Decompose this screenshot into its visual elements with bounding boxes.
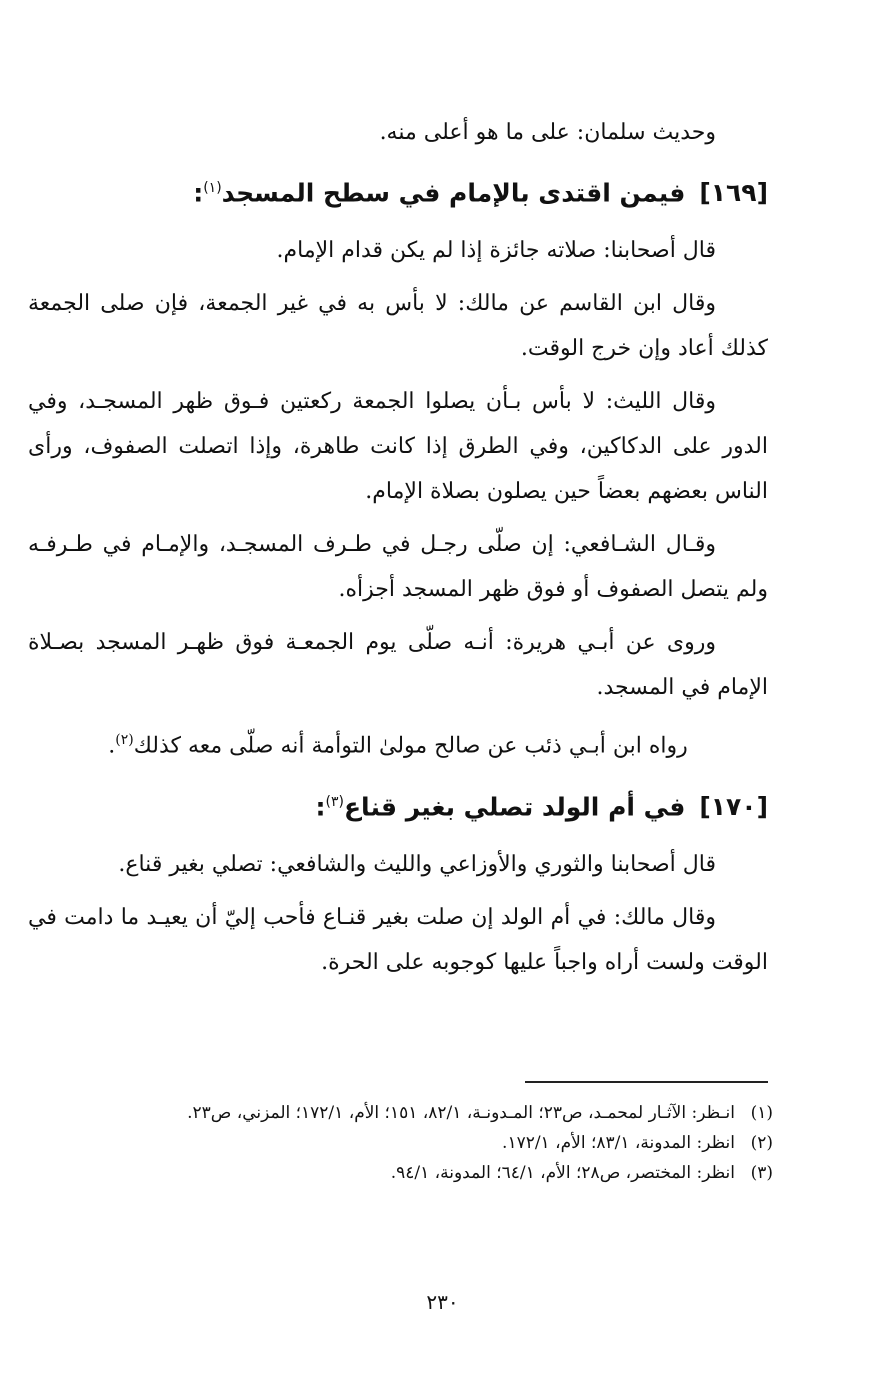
paragraph-ashabuna	[28, 228, 768, 273]
page-body	[28, 110, 768, 993]
section-number: [١٧٠]	[699, 791, 768, 821]
paragraph-layth	[28, 379, 768, 514]
section-heading-170	[28, 777, 768, 832]
paragraph-text: رواه ابن أبـي ذئب عن صالح مولىٰ التوأمة أنه صلّى معه كذلك	[133, 733, 688, 759]
footnote-text: انـظر: الآثـار لمحمـد، ص٢٣؛ المـدونـة، ٨٢/١، ١٥١؛ الأم، ١٧٢/١؛ المزني، ص٢٣.	[187, 1103, 735, 1123]
section-title: فيمن اقتدى بالإمام في سطح المسجد	[221, 178, 686, 208]
paragraph-text: وقال مالك: في أم الولد إن صلت بغير قنـاع فأحب إليّ أن يعيـد ما دامت في الوقت ولست أراه واجباً عليها كوجوبه على الحرة.	[28, 904, 768, 975]
footnote-ref: (١)	[203, 180, 222, 196]
footnote-mark: (١)	[750, 1103, 773, 1123]
footnote-mark: (٢)	[750, 1133, 773, 1153]
footnote-item	[28, 1158, 773, 1188]
section-number: [١٦٩]	[699, 178, 768, 208]
footnote-ref: (٢)	[115, 732, 134, 749]
section-heading-169	[28, 163, 768, 218]
footnote-separator	[525, 1081, 768, 1083]
heading-colon: :	[193, 178, 204, 208]
footnote-item	[28, 1098, 773, 1128]
page-number: ٢٣٠	[426, 1290, 459, 1314]
paragraph-ashabuna-thawri	[28, 842, 768, 887]
paragraph-abu-hurayra	[28, 620, 768, 710]
footnote-item	[28, 1128, 773, 1158]
heading-colon: :	[315, 791, 326, 821]
paragraph-salman-hadith	[28, 110, 768, 155]
footnote-text: انظر: المختصر، ص٢٨؛ الأم، ٦٤/١؛ المدونة، ٩٤/١.	[390, 1163, 735, 1183]
footnote-ref: (٣)	[325, 793, 344, 810]
paragraph-shafii	[28, 522, 768, 612]
paragraph-text: وقـال الشـافعي: إن صلّى رجـل في طـرف المسجـد، والإمـام في طـرفـه ولم يتصل الصفوف أو فوق ظهر المسجد أجزأه.	[28, 532, 768, 603]
section-title: في أم الولد تصلي بغير قناع	[343, 791, 686, 821]
paragraph-ibn-abi-dhib	[28, 718, 768, 768]
footnotes	[28, 1098, 773, 1188]
paragraph-text: وروى عن أبـي هريرة: أنـه صلّى يوم الجمعـة فوق ظهـر المسجد بصـلاة الإمام في المسجد.	[28, 630, 768, 701]
paragraph-text: وقال ابن القاسم عن مالك: لا بأس به في غير الجمعة، فإن صلى الجمعة كذلك أعاد وإن خرج الوقت.	[28, 291, 768, 362]
footnote-mark: (٣)	[750, 1163, 773, 1183]
paragraph-ibn-qasim	[28, 281, 768, 371]
footnote-text: انظر: المدونة، ٨٣/١؛ الأم، ١٧٢/١.	[502, 1133, 735, 1153]
paragraph-text: قال أصحابنا والثوري والأوزاعي والليث والشافعي: تصلي بغير قناع.	[118, 851, 716, 877]
paragraph-text: وحديث سلمان: على ما هو أعلى منه.	[379, 120, 716, 145]
paragraph-text: وقال الليث: لا بأس بـأن يصلوا الجمعة ركعتين فـوق ظهر المسجـد، وفي الدور على الدكاكين، وفي الطرق إذا كانت طاهرة، وإذا اتصلت الصفوف، ورأى الناس بعضهم بعضاً حين يصلون بصلاة الإمام.	[28, 389, 768, 505]
paragraph-malik	[28, 895, 768, 985]
paragraph-end: .	[108, 733, 116, 759]
paragraph-text: قال أصحابنا: صلاته جائزة إذا لم يكن قدام الإمام.	[276, 238, 716, 264]
